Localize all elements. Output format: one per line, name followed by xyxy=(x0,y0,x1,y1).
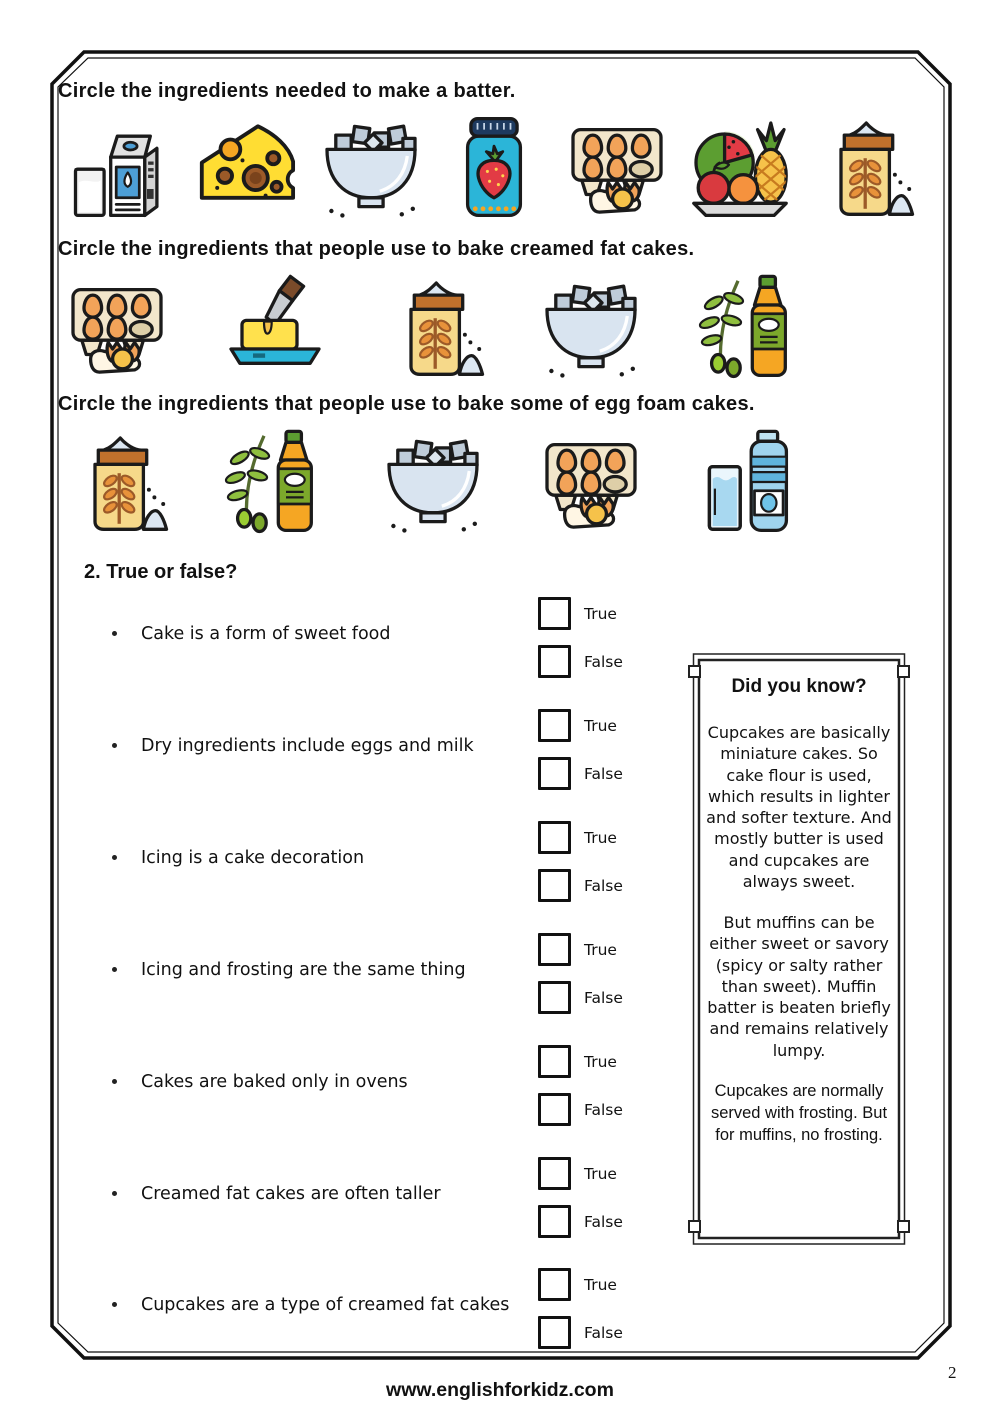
cheese-icon[interactable] xyxy=(193,112,303,222)
bullet-icon xyxy=(112,1191,117,1196)
quiz-statement: Dry ingredients include eggs and milk xyxy=(141,736,474,756)
flour-bag-icon[interactable] xyxy=(808,112,918,222)
section-1-heading: Circle the ingredients needed to make a batter. xyxy=(58,80,516,102)
quiz-heading: 2. True or false? xyxy=(84,561,238,583)
quiz-statement: Icing and frosting are the same thing xyxy=(141,960,466,980)
true-label: True xyxy=(584,1276,617,1294)
fruit-plate-icon[interactable] xyxy=(685,112,795,222)
section-3-heading: Circle the ingredients that people use to bake some of egg foam cakes. xyxy=(58,393,755,415)
false-label: False xyxy=(584,765,623,783)
bullet-icon xyxy=(112,631,117,636)
true-checkbox[interactable] xyxy=(538,1157,571,1190)
section-2-heading: Circle the ingredients that people use to bake creamed fat cakes. xyxy=(58,238,695,260)
butter-icon[interactable] xyxy=(220,272,330,382)
true-label: True xyxy=(584,829,617,847)
milk-carton-icon[interactable] xyxy=(70,112,180,222)
true-checkbox[interactable] xyxy=(538,933,571,966)
olive-oil-icon[interactable] xyxy=(220,427,330,537)
false-label: False xyxy=(584,1213,623,1231)
sugar-bowl-icon[interactable] xyxy=(378,427,488,537)
did-you-know-paragraph: Cupcakes are normally served with frosting. But for muffins, no frosting. xyxy=(710,1081,888,1144)
false-checkbox[interactable] xyxy=(538,981,571,1014)
true-checkbox[interactable] xyxy=(538,1268,571,1301)
quiz-statement: Cake is a form of sweet food xyxy=(141,624,391,644)
quiz-statement: Cakes are baked only in ovens xyxy=(141,1072,408,1092)
did-you-know-paragraph: Cupcakes are basically miniature cakes. So cake flour is used, which results in lighter and softer texture. And mostly butter is used and cupcakes are always sweet. xyxy=(706,723,892,891)
false-checkbox[interactable] xyxy=(538,1093,571,1126)
sugar-bowl-icon[interactable] xyxy=(316,112,426,222)
did-you-know-box xyxy=(692,642,906,1256)
flour-bag-icon[interactable] xyxy=(62,427,172,537)
false-label: False xyxy=(584,989,623,1007)
false-checkbox[interactable] xyxy=(538,1316,571,1349)
website-url: www.englishforkidz.com xyxy=(386,1379,614,1401)
true-label: True xyxy=(584,1053,617,1071)
quiz-statement: Icing is a cake decoration xyxy=(141,848,365,868)
true-label: True xyxy=(584,1165,617,1183)
jam-jar-icon[interactable] xyxy=(439,112,549,222)
true-checkbox[interactable] xyxy=(538,709,571,742)
false-label: False xyxy=(584,1101,623,1119)
sugar-bowl-icon[interactable] xyxy=(536,272,646,382)
flour-bag-icon[interactable] xyxy=(378,272,488,382)
bullet-icon xyxy=(112,743,117,748)
quiz-row xyxy=(0,1268,1000,1364)
true-checkbox[interactable] xyxy=(538,1045,571,1078)
did-you-know-paragraph: But muffins can be either sweet or savory (spicy or salty rather than sweet). Muffin batter is beaten briefly and remains relatively lumpy. xyxy=(707,913,891,1060)
did-you-know-title: Did you know? xyxy=(731,676,867,697)
true-checkbox[interactable] xyxy=(538,821,571,854)
false-checkbox[interactable] xyxy=(538,1205,571,1238)
false-checkbox[interactable] xyxy=(538,869,571,902)
page-number: 2 xyxy=(948,1363,957,1382)
quiz-statement: Cupcakes are a type of creamed fat cakes xyxy=(141,1295,510,1315)
section-3-icon-row xyxy=(62,417,804,537)
quiz-statement: Creamed fat cakes are often taller xyxy=(141,1184,441,1204)
olive-oil-icon[interactable] xyxy=(694,272,804,382)
egg-carton-icon[interactable] xyxy=(536,427,646,537)
bullet-icon xyxy=(112,855,117,860)
water-bottle-icon[interactable] xyxy=(694,427,804,537)
egg-carton-icon[interactable] xyxy=(562,112,672,222)
section-2-icon-row xyxy=(62,262,804,382)
bullet-icon xyxy=(112,967,117,972)
false-label: False xyxy=(584,877,623,895)
section-1-icon-row xyxy=(70,102,918,222)
bullet-icon xyxy=(112,1302,117,1307)
true-label: True xyxy=(584,717,617,735)
egg-carton-icon[interactable] xyxy=(62,272,172,382)
true-checkbox[interactable] xyxy=(538,597,571,630)
false-label: False xyxy=(584,1324,623,1342)
false-checkbox[interactable] xyxy=(538,757,571,790)
bullet-icon xyxy=(112,1079,117,1084)
false-label: False xyxy=(584,653,623,671)
true-label: True xyxy=(584,605,617,623)
false-checkbox[interactable] xyxy=(538,645,571,678)
true-label: True xyxy=(584,941,617,959)
